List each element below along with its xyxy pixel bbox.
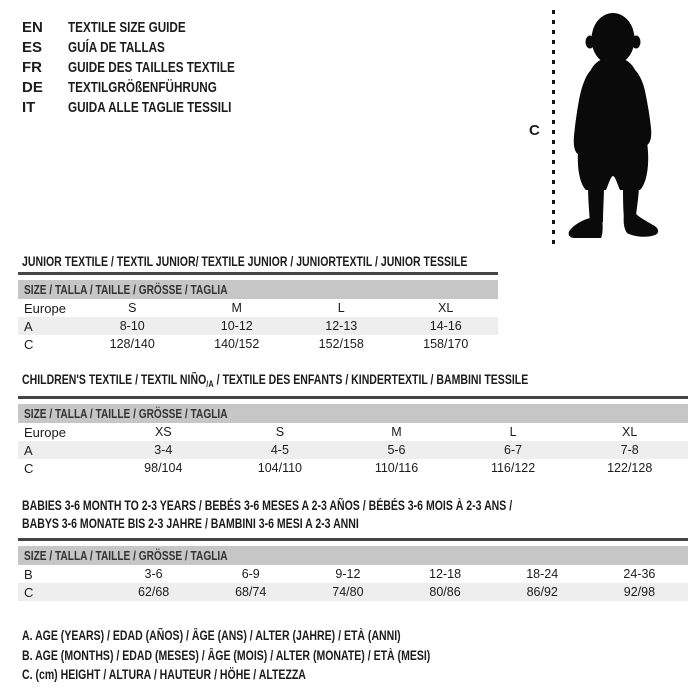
size-header-bar: [18, 404, 688, 423]
age-cell: 6-7: [455, 441, 572, 459]
lang-code: IT: [22, 99, 36, 116]
section-title-babies-line2: BABYS 3-6 MONATE BIS 2-3 JAHRE / BAMBINI 3-6 MESI A 2-3 ANNI: [22, 516, 359, 531]
lang-row-it: [22, 98, 282, 118]
height-cell: 92/98: [591, 583, 688, 601]
section-title-babies-line1: BABIES 3-6 MONTH TO 2-3 YEARS / BEBÉS 3-6 MESES A 2-3 AÑOS / BÉBÉS 3-6 MOIS À 2-3 ANS /: [22, 498, 513, 513]
age-cell: 7-8: [571, 441, 688, 459]
table-row: [18, 565, 688, 583]
lang-label: GUIDA ALLE TAGLIE TESSILI: [68, 99, 232, 116]
lang-row-de: [22, 78, 282, 98]
lang-code: FR: [22, 59, 42, 76]
height-cell: 98/104: [144, 461, 183, 475]
age-cell: 12-13: [289, 317, 394, 335]
age-cell: 3-6: [144, 567, 163, 581]
section-title-children-text: CHILDREN'S TEXTILE / TEXTIL $NIÑO_{/A}$ / TEXTILE DES ENFANTS / KINDERTEXTIL / BAMBINI TESSILE: [22, 372, 529, 390]
legend-line-b: B. AGE (MONTHS) / EDAD (MESES) / ÂGE (MOIS) / ALTER (MONATE) / ETÀ (MESI): [22, 647, 431, 663]
age-cell: 9-12: [335, 567, 361, 581]
lang-row-es: [22, 38, 282, 58]
section-title-babies: [22, 497, 650, 533]
table-row: [18, 459, 688, 477]
legend-line-c: C. (cm) HEIGHT / ALTURA / HAUTEUR / HÖHE / ALTEZZA: [22, 667, 306, 682]
size-cell: L: [337, 301, 345, 315]
height-cell: 86/92: [494, 583, 591, 601]
table-row: [18, 335, 498, 353]
junior-size-table: [18, 272, 498, 353]
size-header-bar: [18, 280, 498, 299]
lang-code: EN: [22, 19, 43, 36]
size-cell: S: [128, 301, 137, 315]
age-cell: 24-36: [623, 567, 656, 581]
height-cell: 110/116: [374, 461, 419, 475]
height-measure-figure: [525, 0, 695, 255]
row-label: C: [24, 336, 34, 352]
section-title-children: [22, 371, 671, 394]
age-cell: 4-5: [222, 441, 339, 459]
lang-label: GUIDE DES TAILLES TEXTILE: [68, 59, 235, 76]
size-cell: M: [231, 301, 242, 315]
size-header-text: SIZE / TALLA / TAILLE / GRÖSSE / TAGLIA: [24, 406, 228, 421]
height-cell: 116/122: [490, 461, 536, 475]
table-row: [18, 583, 688, 601]
subscript-a: /A: [206, 379, 214, 390]
height-cell: 128/140: [109, 337, 155, 351]
height-cell: 74/80: [299, 583, 396, 601]
section-title-junior: [22, 253, 593, 271]
height-cell: 62/68: [105, 583, 202, 601]
size-cell: XL: [622, 425, 638, 439]
row-label: Europe: [24, 424, 66, 440]
table-row: [18, 441, 688, 459]
legend: [22, 626, 545, 685]
age-cell: 18-24: [526, 567, 559, 581]
height-cell: 158/170: [423, 337, 469, 351]
size-cell: S: [275, 425, 285, 439]
height-cell: 80/86: [396, 583, 493, 601]
row-label: C: [18, 583, 105, 601]
row-label: Europe: [24, 300, 66, 316]
row-label: A: [18, 441, 105, 459]
size-cell: XL: [438, 301, 454, 315]
age-cell: 3-4: [105, 441, 222, 459]
height-cell: 122/128: [607, 461, 653, 475]
table-row: [18, 423, 688, 441]
size-header-bar: [18, 546, 688, 565]
size-cell: L: [509, 425, 517, 439]
height-cell: 68/74: [202, 583, 299, 601]
lang-row-en: [22, 18, 282, 38]
size-header-text: SIZE / TALLA / TAILLE / GRÖSSE / TAGLIA: [24, 548, 228, 563]
lang-code: ES: [22, 39, 43, 56]
babies-size-table: [18, 538, 688, 601]
height-cell: 104/110: [257, 461, 303, 475]
age-cell: 8-10: [80, 317, 185, 335]
lang-label: GUÍA DE TALLAS: [68, 39, 165, 56]
toddler-silhouette-icon: [563, 12, 665, 244]
lang-row-fr: [22, 58, 282, 78]
size-cell: XS: [154, 425, 172, 439]
children-size-table: [18, 396, 688, 477]
size-cell: M: [391, 425, 402, 439]
row-label: B: [24, 566, 33, 582]
table-row: [18, 317, 498, 335]
size-header-text: SIZE / TALLA / TAILLE / GRÖSSE / TAGLIA: [24, 282, 228, 297]
age-cell: 14-16: [394, 317, 499, 335]
age-cell: 10-12: [185, 317, 290, 335]
legend-line-a: A. AGE (YEARS) / EDAD (AÑOS) / ÂGE (ANS) / ALTER (JAHRE) / ETÀ (ANNI): [22, 628, 401, 643]
height-cell: 140/152: [214, 337, 260, 351]
table-row: [18, 299, 498, 317]
row-label: C: [24, 460, 34, 476]
height-measure-line: [552, 10, 555, 246]
age-cell: 5-6: [338, 441, 455, 459]
lang-label: TEXTILE SIZE GUIDE: [68, 19, 186, 36]
lang-code: DE: [22, 79, 43, 96]
language-list: [22, 18, 282, 118]
lang-label: TEXTILGRÖßENFÜHRUNG: [68, 79, 217, 96]
section-title-junior-text: JUNIOR TEXTILE / TEXTIL JUNIOR/ TEXTILE JUNIOR / JUNIORTEXTIL / JUNIOR TESSILE: [22, 254, 468, 269]
height-cell: 152/158: [318, 337, 364, 351]
age-cell: 12-18: [429, 567, 462, 581]
age-cell: 6-9: [241, 567, 260, 581]
row-label: A: [18, 317, 80, 335]
measure-c-label: C: [529, 122, 540, 139]
